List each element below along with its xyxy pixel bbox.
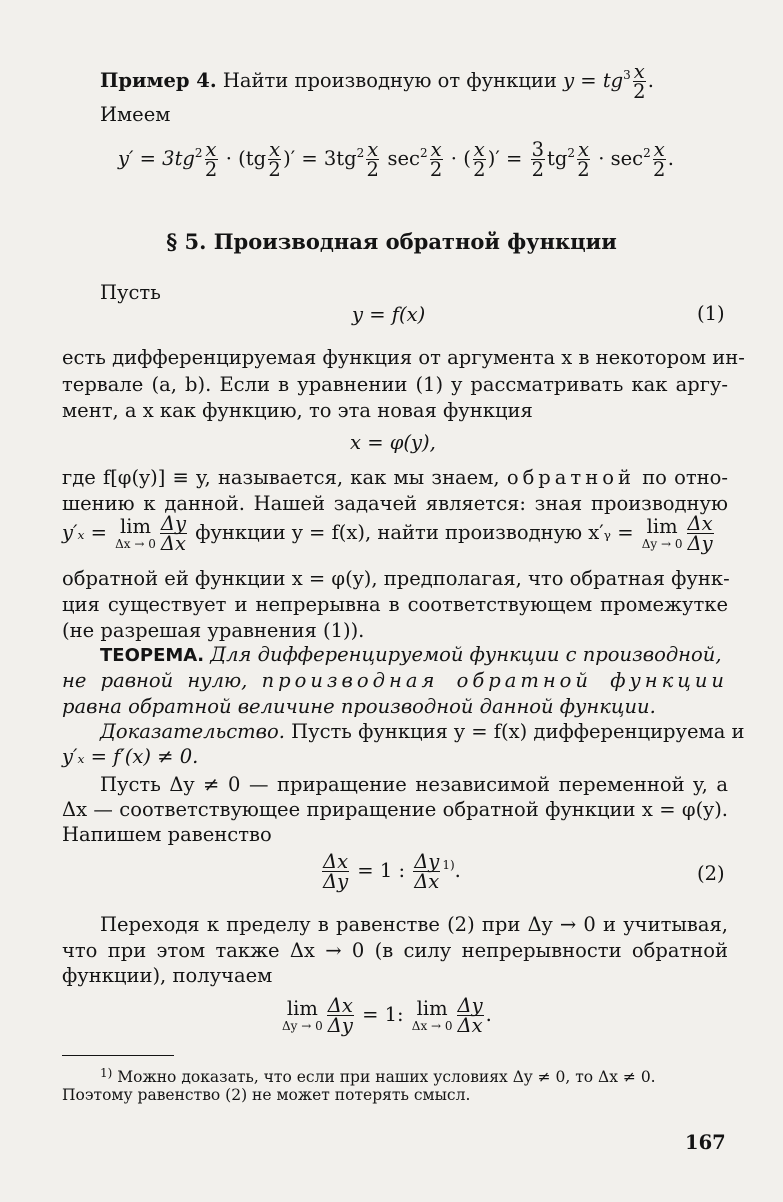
limit-1: lim Δx → 0 [115,515,156,551]
equation-inverse-text: x = φ(y), [350,431,436,454]
theorem-line-3: равна обратной величине производной данной функции. [62,695,656,718]
example-line [100,62,654,101]
example-frac-den: 2 [633,80,646,103]
deriv-frac-5: $\frac{x}{2}$ [473,138,486,181]
example-fraction [633,62,646,101]
para-4-line-3: Напишем равенство [62,823,272,846]
deriv-tg-last: tg [547,147,568,170]
limit-middle-text: функции y = f(x), найти производную x′ᵧ = [195,521,634,544]
equation-2: $\frac{\Delta x}{\Delta y}$ = 1 : $\frac{\Delta y}{\Delta x}$ $^{1)}$. [322,850,461,893]
deriv-sec-1: sec [387,147,420,170]
footnote-line-2: Поэтому равенство (2) не может потерять смысл. [62,1086,471,1104]
equation-3: lim Δy → 0 $\frac{\Delta x}{\Delta y}$ = 1: lim Δx → 0 $\frac{\Delta y}{\Delta x}$ . [282,994,492,1037]
deriv-frac-8: $\frac{x}{2}$ [652,138,666,181]
deriv-eq-1: = [301,147,318,170]
example-y-eq: y = tg [563,69,624,92]
proof-label: Доказательство. [100,720,285,743]
para-3-line-2: ция существует и непрерывна в соответствующем промежутке [62,593,728,616]
example-text: Найти производную от функции [222,69,557,92]
eq2-mid: = 1 : [357,859,406,882]
eq3-frac-a: $\frac{\Delta x}{\Delta y}$ [327,994,353,1037]
deriv-t3: 3tg [323,147,357,170]
deriv-frac-3: $\frac{x}{2}$ [366,138,379,181]
deriv-close-2: )′ [487,147,500,170]
eq2-frac-a: $\frac{\Delta x}{\Delta y}$ [322,850,349,893]
example-label: Пример 4. [100,69,217,92]
deriv-frac-7: $\frac{x}{2}$ [577,138,590,181]
limit-line [62,514,716,553]
para-3-line-1: обратной ей функции x = φ(y), предполагая, что обратная функ- [62,567,730,590]
deriv-frac-2: $\frac{x}{2}$ [268,138,281,181]
footnote-line-1: $^{1)}$ Можно доказать, что если при наших условиях Δy ≠ 0, то Δx ≠ 0. [100,1066,656,1086]
example-power: 3 [623,68,631,82]
para-2-line-2: шению к данной. Нашей задачей является: зная производную [62,492,728,515]
deriv-dot-2: · [450,147,457,170]
deriv-frac-6: $\frac{3}{2}$ [531,138,545,181]
limit-1-frac: $\frac{\Delta y}{\Delta x}$ [160,512,186,555]
footnote-rule [62,1055,174,1056]
section-title: § 5. Производная обратной функции [166,229,617,254]
para-5-line-3: функции), получаем [62,964,273,987]
deriv-sec-2: · sec [598,147,644,170]
eq3-limit-2: lim Δx → 0 [411,997,453,1033]
para-3-line-3: (не разрешая уравнения (1)). [62,619,365,642]
equation-1-text: y = f(x) [352,303,426,326]
let-label: Пусть [100,281,161,304]
para-1-line-2: тервале (a, b). Если в уравнении (1) y рассматривать как аргу- [62,373,728,396]
theorem-spaced: производная обратной функции [261,669,728,692]
deriv-sq-1: 2 [194,146,203,160]
example-frac-num: x [633,60,645,83]
deriv-t1: y′ = 3tg [118,147,195,170]
page-number: 167 [685,1131,726,1154]
eq3-frac-b: $\frac{\Delta y}{\Delta x}$ [457,994,483,1037]
limit-2: lim Δy → 0 [641,515,683,551]
limit-yx: y′ₓ = [62,521,107,544]
proof-line-2: y′ₓ = f′(x) ≠ 0. [62,745,199,768]
proof-line-1: Доказательство. Пусть функция y = f(x) дифференцируема и [100,720,745,743]
para-2-line-1: где f[φ(y)] ≡ y, называется, как мы знаем, обратной по отно- [62,466,729,489]
theorem-line-1: ТЕОРЕМА. Для дифференцируемой функции с производной, [100,643,722,666]
limit-2-frac: $\frac{\Delta x}{\Delta y}$ [687,512,713,555]
eq3-mid: = 1: [362,1003,404,1026]
eq2-footnote-mark: 1) [442,858,455,872]
deriv-open-tg: (tg [238,147,267,170]
deriv-close-1: )′ [283,147,296,170]
para-1-line-3: мент, а x как функцию, то эта новая функция [62,399,533,422]
deriv-open: ( [463,147,471,170]
deriv-eq-2: = [506,147,523,170]
para-1-line-1: есть дифференцируемая функция от аргумента x в некотором ин- [62,346,745,369]
footnote-mark: 1) [100,1066,113,1080]
deriv-dot-1: · [225,147,232,170]
derivation-formula: $y' = 3tg^2$ $\frac{x}{2}$ · (tg $\frac{x}{2}$ )′ = $3tg^2$ $\frac{x}{2}$ $\sec^2$ $\frac{x}{2}$ · ( $\frac{x}{2}$ )′ = $\frac{3}{2}$ $tg^2$ $\frac{x}{2}$ · $\sec^2$ $\frac{x}{2}$ . [118,138,674,181]
example-end: . [647,69,654,92]
equation-1 [352,302,425,327]
deriv-frac-1: $\frac{x}{2}$ [204,138,218,181]
equation-2-number: (2) [697,862,725,885]
para-5-line-1: Переходя к пределу в равенстве (2) при Δy → 0 и учитывая, [100,913,728,936]
theorem-label: ТЕОРЕМА. [100,645,205,666]
eq3-limit-1: lim Δy → 0 [282,997,323,1033]
have-label: Имеем [100,103,171,126]
eq2-frac-b: $\frac{\Delta y}{\Delta x}$ [414,850,440,893]
spaced-word-inverse: обратной [506,466,635,489]
para-4-line-2: Δx — соответствующее приращение обратной функции x = φ(y). [62,798,728,821]
equation-inverse [350,430,436,455]
para-5-line-2: что при этом также Δx → 0 (в силу непрерывности обратной [62,939,728,962]
theorem-line-2: не равной нулю, производная обратной функции [62,669,728,692]
equation-1-number: (1) [697,302,725,325]
para-4-line-1: Пусть Δy ≠ 0 — приращение независимой переменной y, а [100,773,728,796]
deriv-frac-4: $\frac{x}{2}$ [429,138,443,181]
